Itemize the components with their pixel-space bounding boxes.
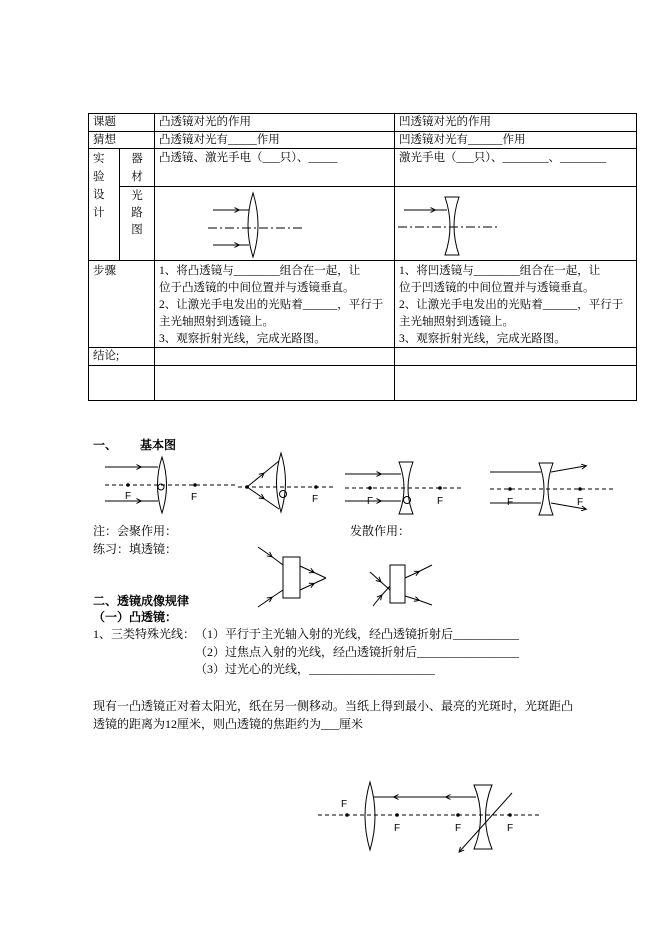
concave-lens (539, 463, 553, 515)
incident-ray (373, 586, 390, 606)
note-diverge: 发散作用： (350, 524, 411, 538)
blank-concave-cell (394, 365, 637, 401)
concave-lens (399, 462, 413, 514)
blank-label-cell (88, 365, 155, 401)
focal-point (245, 485, 249, 489)
focal-point (578, 487, 582, 491)
focus-label: F (125, 491, 132, 502)
guess-concave: 凹透镜对光有______作用 (399, 134, 526, 146)
step-line: 3、观察折射光线，完成光路图。 (159, 333, 326, 345)
topic-convex: 凸透镜对光的作用 (159, 116, 251, 128)
optical-center (404, 497, 411, 504)
exercise-box-converging (258, 547, 326, 607)
focal-point (193, 483, 197, 487)
basic-diagram-concave-parallel (345, 462, 462, 514)
concave-lens (474, 785, 492, 849)
conclusion-label: 结论; (93, 350, 120, 362)
design-label-char: 实 (93, 153, 105, 165)
focal-point (508, 487, 512, 491)
focal-point (314, 485, 318, 489)
refracted-ray (551, 466, 585, 472)
step-line: 位于凹透镜的中间位置并与透镜垂直。 (399, 282, 595, 294)
focal-point (395, 813, 399, 817)
step-line: 主光轴照射到透镜上。 (399, 316, 514, 328)
topic-label-cell (88, 113, 155, 132)
section2-subtitle: （一）凸透镜： (93, 610, 178, 624)
lens-box (390, 565, 405, 603)
optical-center (158, 484, 164, 490)
focus-label: F (507, 497, 514, 508)
focal-point (345, 813, 349, 817)
problem-line: 透镜的距离为12厘米，则凸透镜的焦距约为___厘米 (93, 717, 364, 731)
incident-ray (247, 461, 279, 487)
convex-lens (277, 453, 286, 512)
step-line: 1、将凹透镜与________组合在一起，让 (399, 265, 601, 277)
guess-convex-cell (154, 131, 395, 149)
step-line: 2、让激光手电发出的光贴着______，平行于 (399, 299, 624, 311)
equipment-concave-cell (394, 148, 637, 187)
conclusion-label-cell (88, 347, 155, 366)
conclusion-convex-cell (154, 347, 395, 366)
steps-concave-cell (394, 260, 637, 348)
focal-point (126, 483, 130, 487)
design-label-char: 验 (93, 171, 105, 183)
incident-ray (460, 793, 512, 851)
optical-center (280, 491, 287, 498)
equipment-convex: 凸透镜、激光手电（___只）、_____ (159, 152, 338, 164)
basic-diagram-concave-diverge (490, 463, 615, 515)
ray-diagram-convex-cell (154, 186, 395, 261)
convex-lens (365, 782, 375, 850)
convex-lens (158, 457, 167, 513)
steps-label-cell (88, 260, 155, 348)
section1-number: 一、 (93, 438, 118, 452)
exercise-label: 练习：填透镜： (93, 542, 178, 556)
incident-ray (258, 590, 283, 607)
grid-spacer (93, 644, 195, 662)
refracted-ray (405, 596, 432, 605)
section2-title: 二、透镜成像规律 (93, 594, 190, 608)
incident-ray (258, 547, 283, 565)
incident-ray (247, 487, 279, 509)
design-label-char: 计 (93, 207, 105, 219)
design-label-cell (88, 148, 120, 261)
guess-label: 猜想 (93, 134, 116, 146)
focus-label: F (577, 497, 584, 508)
step-line: 3、观察折射光线，完成光路图。 (399, 333, 566, 345)
design-label-char: 设 (93, 189, 105, 201)
special-ray-item: （3）过光心的光线，_____________________ (195, 662, 436, 676)
focus-label: F (191, 492, 198, 503)
equipment-convex-cell (154, 148, 395, 187)
ray-diagram-label-char: 图 (131, 224, 143, 236)
section1-title: 基本图 (140, 438, 177, 452)
refracted-ray (300, 578, 326, 590)
step-line: 位于凸透镜的中间位置并与透镜垂直。 (159, 282, 355, 294)
topic-label: 课题 (93, 116, 116, 128)
guess-label-cell (88, 131, 155, 149)
ray-diagram-label-char: 光 (131, 190, 143, 202)
conclusion-concave-cell (394, 347, 637, 366)
topic-concave: 凹透镜对光的作用 (399, 116, 491, 128)
equipment-label-char: 器 (131, 153, 143, 165)
focus-label: F (437, 496, 444, 507)
focal-point (508, 813, 512, 817)
guess-convex: 凸透镜对光有_____作用 (159, 134, 280, 146)
refracted-ray (551, 503, 585, 509)
note-converge: 注：会聚作用： (93, 524, 178, 538)
special-ray-item: （1）平行于主光轴入射的光线，经凸透镜折射后___________ (195, 627, 520, 641)
ray-diagram-concave-cell (394, 186, 637, 261)
bottom-lens-exercise (318, 782, 540, 851)
steps-label: 步骤 (93, 265, 116, 277)
incident-ray (370, 572, 390, 590)
topic-convex-cell (154, 113, 395, 132)
focal-point (438, 486, 442, 490)
step-line: 2、让激光手电发出的光贴着______，平行于 (159, 299, 384, 311)
focus-label: F (367, 496, 374, 507)
guess-concave-cell (394, 131, 637, 149)
equipment-concave: 激光手电（___只）、________、________ (399, 152, 606, 164)
ray-diagram-label-char: 路 (131, 207, 143, 219)
lens-box (283, 557, 300, 598)
grid-spacer (93, 661, 195, 679)
refracted-ray (300, 566, 326, 578)
basic-diagram-convex-parallel (105, 457, 235, 513)
problem-line: 现有一凸透镜正对着太阳光，纸在另一侧移动。当纸上得到最小、最亮的光斑时，光斑距凸 (93, 699, 574, 713)
focus-label: F (507, 823, 514, 834)
step-line: 主光轴照射到透镜上。 (159, 316, 274, 328)
focus-label: F (312, 494, 319, 505)
ray-diagram-label-cell (119, 186, 155, 261)
step-line: 1、将凸透镜与________组合在一起，让 (159, 265, 361, 277)
special-rays-label: 1、三类特殊光线： (93, 627, 196, 641)
special-ray-item: （2）过焦点入射的光线，经凸透镜折射后_________________ (195, 644, 520, 659)
exercise-box-diverging (370, 565, 432, 606)
topic-concave-cell (394, 113, 637, 132)
focus-label: F (455, 823, 462, 834)
focal-point (456, 813, 460, 817)
equipment-label-cell (119, 148, 155, 187)
focus-label: F (394, 823, 401, 834)
focal-point (368, 486, 372, 490)
steps-convex-cell (154, 260, 395, 348)
basic-diagram-convex-focus (238, 453, 335, 512)
focus-label: F (341, 799, 348, 810)
equipment-label-char: 材 (131, 171, 143, 183)
blank-convex-cell (154, 365, 395, 401)
refracted-ray (405, 565, 432, 578)
special-rays-list (93, 626, 519, 679)
focal-length-problem (93, 697, 573, 733)
